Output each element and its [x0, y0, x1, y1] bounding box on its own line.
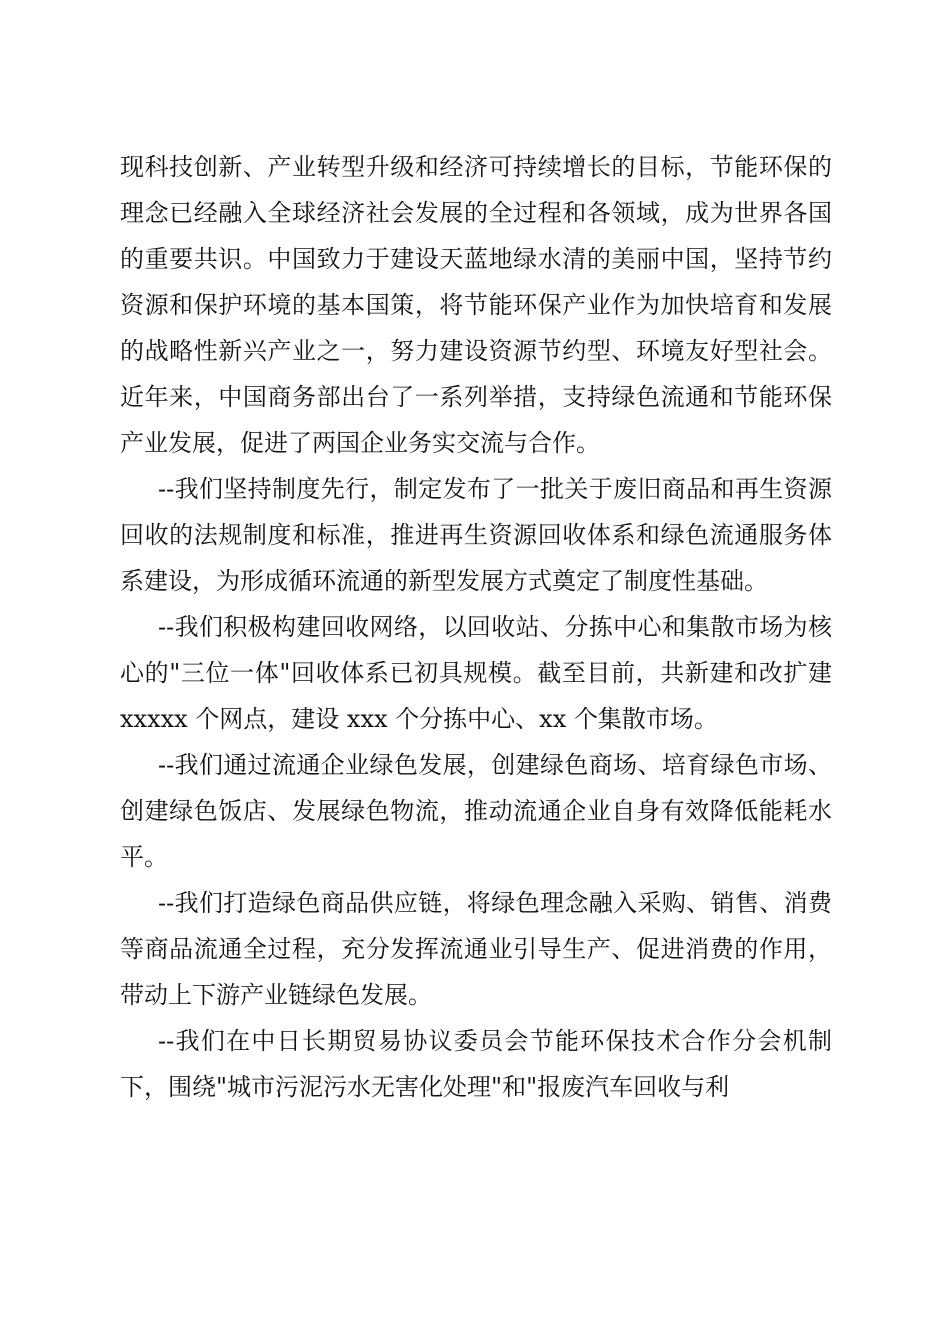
- paragraph-continuation: 现科技创新、产业转型升级和经济可持续增长的目标，节能环保的理念已经融入全球经济社会发展的全过程和各领域，成为世界各国的重要共识。中国致力于建设天蓝地绿水清的美丽中国，坚持节约资源和保护环境的基本国策，将节能环保产业作为加快培育和发展的战略性新兴产业之一，努力建设资源节约型、环境友好型社会。近年来，中国商务部出台了一系列举措，支持绿色流通和节能环保产业发展，促进了两国企业务实交流与合作。: [120, 153, 832, 457]
- document-body: [120, 144, 832, 1110]
- paragraph-china-japan-cooperation: --我们在中日长期贸易协议委员会节能环保技术合作分会机制下，围绕"城市污泥污水无害化处理"和"报废汽车回收与利: [120, 1027, 832, 1101]
- paragraph-recycling-network: --我们积极构建回收网络，以回收站、分拣中心和集散市场为核心的"三位一体"回收体系已初具规模。截至目前，共新建和改扩建 xxxxx 个网点，建设 xxx 个分拣中心、xx 个集散市场。: [120, 613, 832, 733]
- paragraph-regulations: --我们坚持制度先行，制定发布了一批关于废旧商品和再生资源回收的法规制度和标准，推进再生资源回收体系和绿色流通服务体系建设，为形成循环流通的新型发展方式奠定了制度性基础。: [120, 475, 832, 595]
- paragraph-green-supply-chain: --我们打造绿色商品供应链，将绿色理念融入采购、销售、消费等商品流通全过程，充分发挥流通业引导生产、促进消费的作用，带动上下游产业链绿色发展。: [120, 889, 832, 1009]
- paragraph-green-enterprises: --我们通过流通企业绿色发展，创建绿色商场、培育绿色市场、创建绿色饭店、发展绿色物流，推动流通企业自身有效降低能耗水平。: [120, 751, 832, 871]
